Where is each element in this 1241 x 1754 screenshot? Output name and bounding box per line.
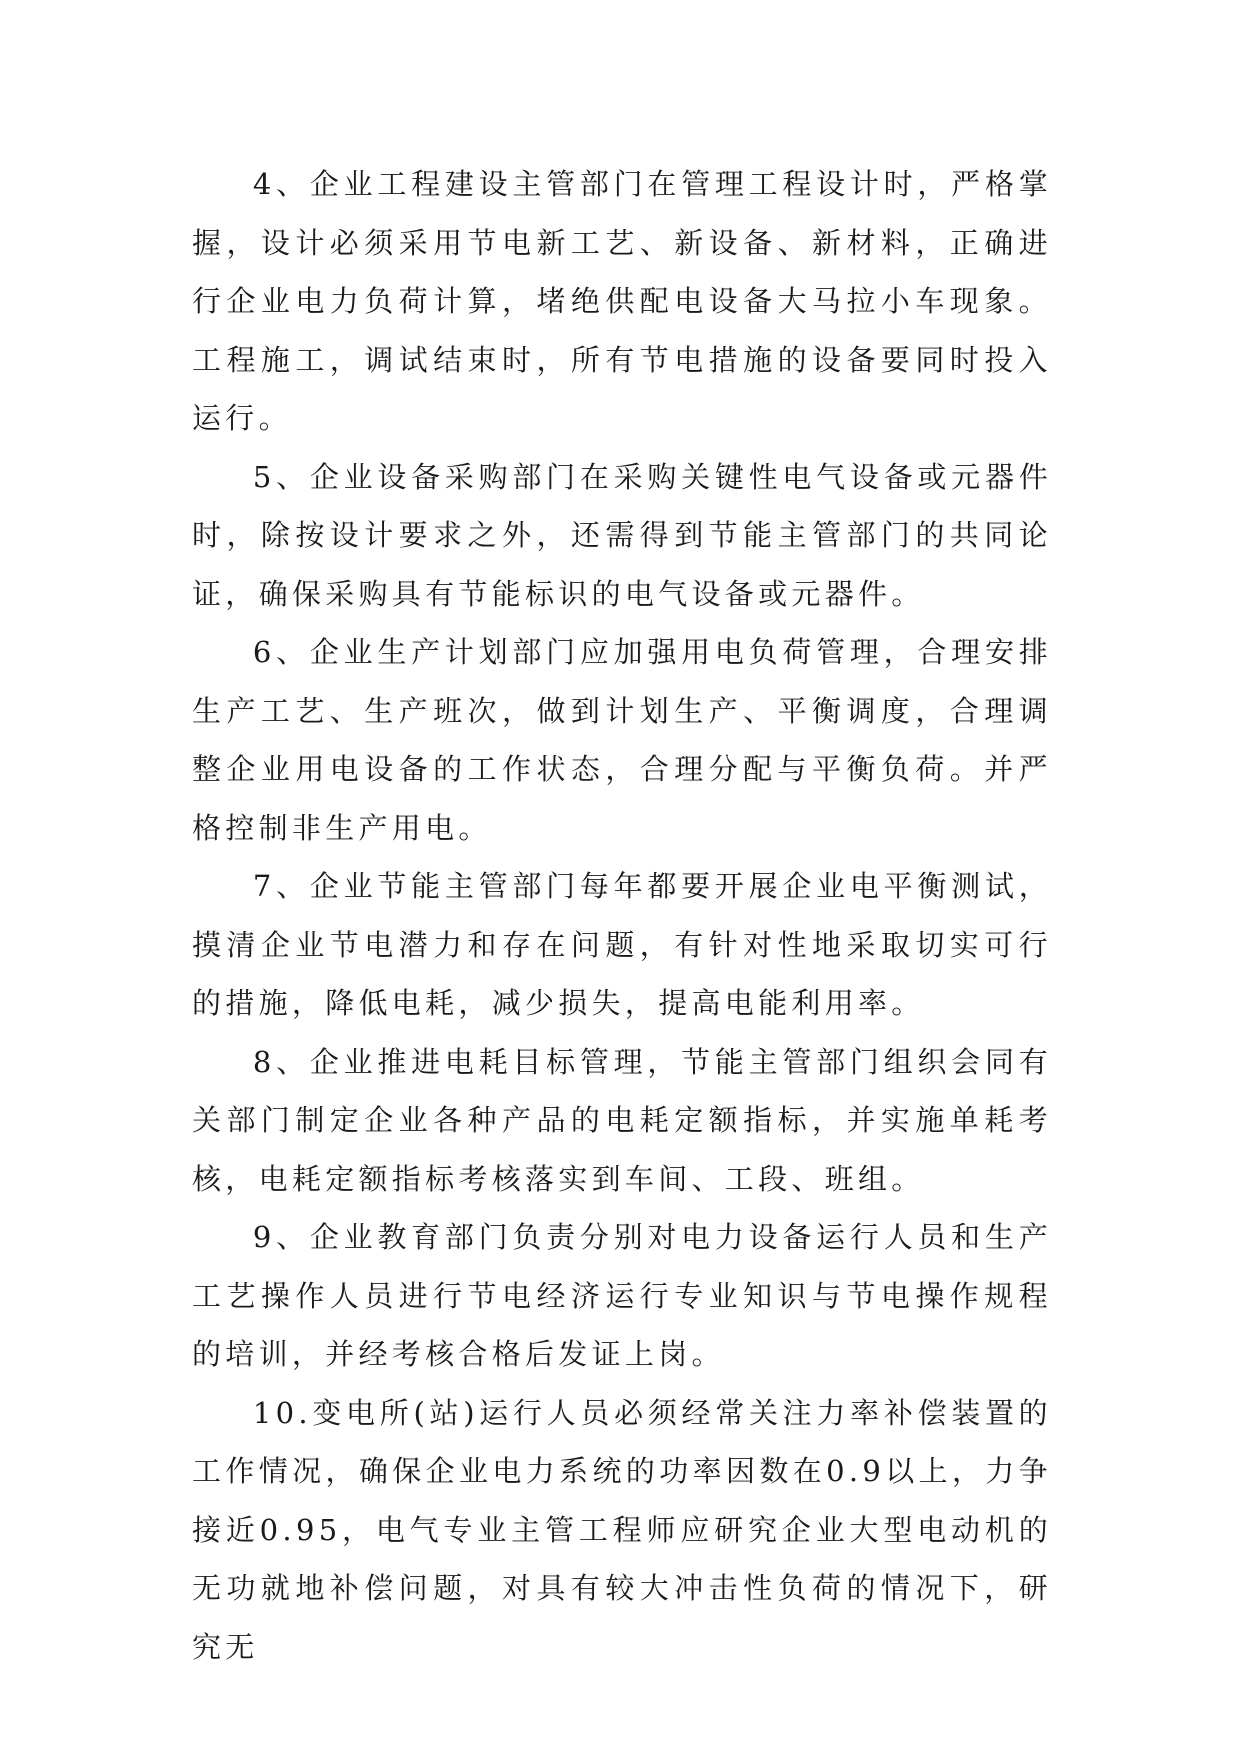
document-body	[192, 155, 1052, 1676]
paragraph-6: 6、企业生产计划部门应加强用电负荷管理，合理安排生产工艺、生产班次，做到计划生产、平衡调度，合理调整企业用电设备的工作状态，合理分配与平衡负荷。并严格控制非生产用电。	[192, 635, 1052, 845]
paragraph-7: 7、企业节能主管部门每年都要开展企业电平衡测试，摸清企业节电潜力和存在问题，有针对性地采取切实可行的措施，降低电耗，减少损失，提高电能利用率。	[192, 869, 1052, 1020]
paragraph-10: 10.变电所(站)运行人员必须经常关注力率补偿装置的工作情况，确保企业电力系统的功率因数在0.9以上，力争接近0.95，电气专业主管工程师应研究企业大型电动机的无功就地补偿问题，对具有较大冲击性负荷的情况下，研究无	[192, 1395, 1052, 1664]
paragraph-9: 9、企业教育部门负责分别对电力设备运行人员和生产工艺操作人员进行节电经济运行专业知识与节电操作规程的培训，并经考核合格后发证上岗。	[192, 1220, 1052, 1371]
paragraph-4: 4、企业工程建设主管部门在管理工程设计时，严格掌握，设计必须采用节电新工艺、新设备、新材料，正确进行企业电力负荷计算，堵绝供配电设备大马拉小车现象。工程施工，调试结束时，所有节电措施的设备要同时投入运行。	[192, 167, 1052, 435]
paragraph-5: 5、企业设备采购部门在采购关键性电气设备或元器件时，除按设计要求之外，还需得到节能主管部门的共同论证，确保采购具有节能标识的电气设备或元器件。	[192, 459, 1052, 611]
paragraph-8: 8、企业推进电耗目标管理，节能主管部门组织会同有关部门制定企业各种产品的电耗定额指标，并实施单耗考核，电耗定额指标考核落实到车间、工段、班组。	[192, 1044, 1052, 1196]
